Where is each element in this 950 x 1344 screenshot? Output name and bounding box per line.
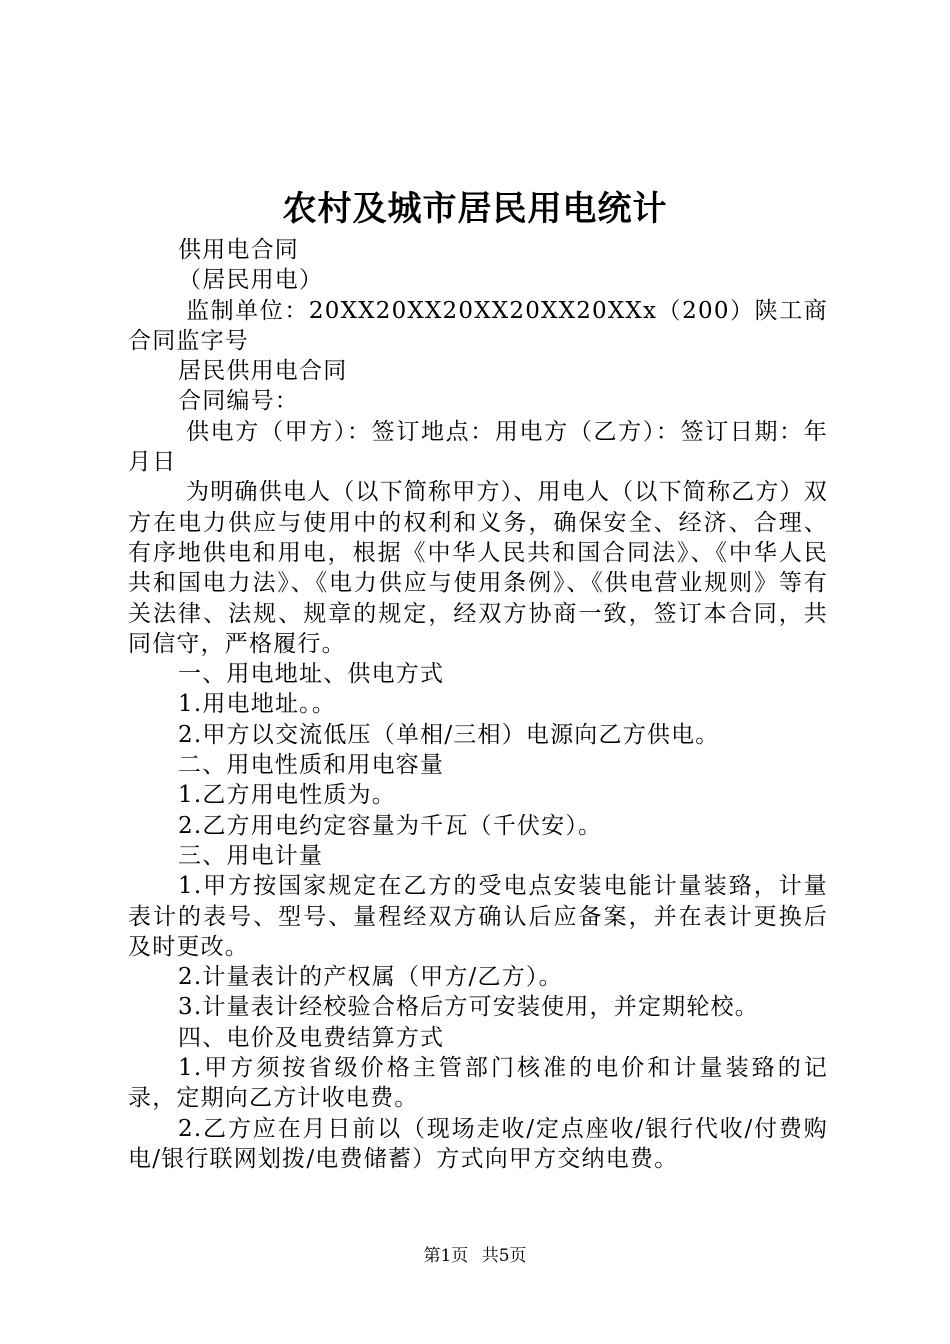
paragraph-contract-type: （居民用电）	[178, 267, 324, 294]
clause-1-2: 2.甲方以交流低压（单相/三相）电源向乙方供电。	[178, 721, 720, 748]
paragraph-contract-name: 供用电合同	[178, 237, 299, 263]
section-heading-2: 二、用电性质和用电容量	[178, 752, 445, 779]
clause-1-1: 1.用电地址。。	[178, 691, 337, 718]
section-heading-4: 四、电价及电费结算方式	[178, 1024, 445, 1051]
page-footer	[0, 1244, 950, 1268]
clause-3-1: 1.甲方按国家规定在乙方的受电点安装电能计量装臵，计量表计的表号、型号、量程经双方确认后应备案，并在表计更换后及时更改。	[128, 873, 828, 960]
paragraph-parties: 供电方（甲方）：签订地点：用电方（乙方）：签订日期：年月日	[128, 418, 828, 476]
paragraph-contract-number: 合同编号：	[178, 388, 299, 415]
paragraph-preamble: 为明确供电人（以下简称甲方）、用电人（以下简称乙方）双方在电力供应与使用中的权利和义务，确保安全、经济、合理、有序地供电和用电，根据《中华人民共和国合同法》、《中华人民共和国电力法》、《电力供应与使用条例》、《供电营业规则》等有关法律、法规、规章的规定，经双方协商一致，签订本合同，共同信守，严格履行。	[128, 479, 828, 657]
page-total: 共5页	[481, 1246, 527, 1266]
clause-4-2: 2.乙方应在月日前以（现场走收/定点座收/银行代收/付费购电/银行联网划拨/电费储蓄）方式向甲方交纳电费。	[128, 1115, 828, 1172]
clause-2-1: 1.乙方用电性质为。	[178, 782, 396, 809]
page-number: 第1页	[423, 1246, 469, 1266]
paragraph-supervisor: 监制单位：20XX20XX20XX20XX20XXx（200）陕工商合同监字号	[128, 297, 828, 354]
section-heading-3: 三、用电计量	[178, 842, 324, 869]
paragraph-subtitle: 居民供用电合同	[178, 358, 348, 385]
clause-3-2: 2.计量表计的产权属（甲方/乙方）。	[178, 964, 563, 991]
document-title: 农村及城市居民用电统计	[282, 189, 668, 229]
section-heading-1: 一、用电地址、供电方式	[178, 661, 445, 688]
clause-4-1: 1.甲方须按省级价格主管部门核准的电价和计量装臵的记录，定期向乙方计收电费。	[128, 1055, 828, 1112]
clause-3-3: 3.计量表计经校验合格后方可安装使用，并定期轮校。	[178, 994, 759, 1021]
document-body	[128, 235, 828, 1174]
clause-2-2: 2.乙方用电约定容量为千瓦（千伏安）。	[178, 812, 603, 839]
